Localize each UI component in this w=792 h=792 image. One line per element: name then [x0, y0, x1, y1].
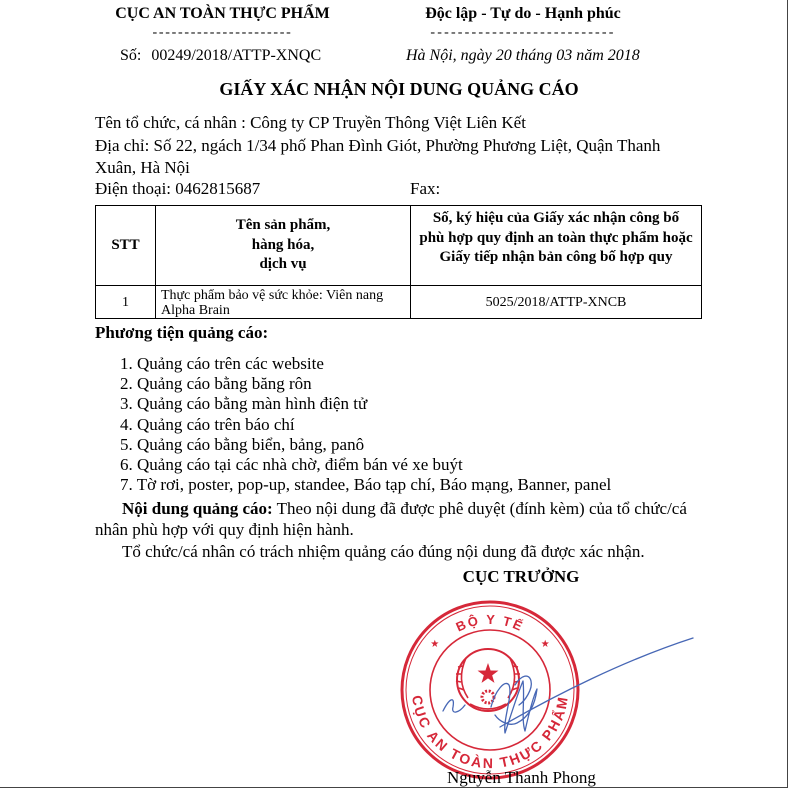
list-item-number: 6.	[120, 455, 133, 475]
issuing-agency-block	[95, 4, 350, 40]
content-label: Nội dung quảng cáo:	[122, 499, 273, 518]
applicant-phone: Điện thoại: 0462815687	[95, 179, 261, 198]
motto-block	[393, 4, 653, 40]
list-item-number: 7.	[120, 475, 133, 495]
applicant-address-line-2: Xuân, Hà Nội	[95, 158, 190, 177]
list-item	[120, 374, 611, 394]
list-item	[120, 394, 611, 414]
signature-initial	[443, 700, 465, 712]
content-line-2: nhân phù hợp với quy định hiện hành.	[95, 520, 354, 539]
signatory-title: CỤC TRƯỞNG	[462, 567, 580, 586]
responsibility-statement: Tổ chức/cá nhân có trách nhiệm quảng cáo đúng nội dung đã được xác nhận.	[122, 542, 645, 561]
signatory-name: Nguyễn Thanh Phong	[447, 768, 596, 787]
document-number-value: 00249/2018/ATTP-XNQC	[151, 47, 322, 64]
cell-certificate: 5025/2018/ATTP-XNCB	[411, 286, 702, 319]
cell-stt: 1	[96, 286, 156, 319]
list-item	[120, 475, 611, 495]
list-item-number: 4.	[120, 414, 133, 434]
agency-underline: ----------------------	[152, 25, 293, 40]
list-item-text: Quảng cáo bằng màn hình điện tử	[137, 394, 368, 414]
content-line-1	[122, 498, 687, 519]
applicant-address-line-1: Địa chỉ: Số 22, ngách 1/34 phố Phan Đình Giót, Phường Phương Liệt, Quận Thanh	[95, 136, 661, 155]
list-item-text: Tờ rơi, poster, pop-up, standee, Báo tạp chí, Báo mạng, Banner, panel	[136, 475, 612, 495]
list-item-number: 5.	[120, 434, 133, 454]
product-table	[95, 205, 702, 319]
header-product: Tên sản phẩm, hàng hóa, dịch vụ	[156, 206, 411, 286]
list-item-number: 2.	[120, 374, 133, 394]
handwritten-signature	[425, 615, 705, 745]
motto-underline: ---------------------------	[430, 25, 616, 40]
header-certificate: Số, ký hiệu của Giấy xác nhận công bố phù hợp quy định an toàn thực phẩm hoặc Giấy tiếp nhận bản công bố hợp quy	[411, 206, 702, 286]
seal-ring-text-path: CỤC AN TOÀN THỰC PHẨM	[409, 693, 572, 772]
document-number	[120, 46, 321, 66]
list-item-number: 3.	[120, 394, 133, 414]
list-item	[120, 415, 611, 435]
applicant-fax: Fax:	[410, 179, 441, 198]
table-header-row	[96, 206, 702, 286]
document-title: GIẤY XÁC NHẬN NỘI DUNG QUẢNG CÁO	[219, 79, 579, 99]
list-item-number: 1.	[120, 354, 133, 373]
media-list	[120, 354, 611, 495]
seal-top-text-path: BỘ Y TẾ	[453, 611, 527, 635]
list-item-text: Quảng cáo bằng băng rôn	[137, 374, 312, 394]
table-body	[96, 206, 702, 319]
applicant-name: Tên tổ chức, cá nhân : Công ty CP Truyền Thông Việt Liên Kết	[95, 113, 526, 132]
list-item	[120, 354, 611, 374]
issuing-agency: CỤC AN TOÀN THỰC PHẨM	[115, 5, 330, 22]
list-item-text: Quảng cáo bằng biển, bảng, panô	[137, 434, 365, 454]
header-stt: STT	[96, 206, 156, 286]
list-item-text: Quảng cáo trên báo chí	[137, 414, 295, 434]
national-motto: Độc lập - Tự do - Hạnh phúc	[425, 5, 621, 22]
media-heading: Phương tiện quảng cáo:	[95, 323, 269, 342]
document-number-label: Số:	[120, 47, 142, 64]
list-item	[120, 455, 611, 475]
cell-product: Thực phẩm bảo vệ sức khỏe: Viên nang Alpha Brain	[156, 286, 411, 319]
list-item	[120, 435, 611, 455]
content-text-1: Theo nội dung đã được phê duyệt (đính kèm) của tổ chức/cá	[276, 499, 687, 518]
place-and-date: Hà Nội, ngày 20 tháng 03 năm 2018	[406, 47, 640, 64]
table-row	[96, 286, 702, 319]
list-item-text: Quảng cáo tại các nhà chờ, điểm bán vé xe buýt	[137, 455, 463, 475]
list-item-text: Quảng cáo trên các website	[137, 354, 324, 373]
